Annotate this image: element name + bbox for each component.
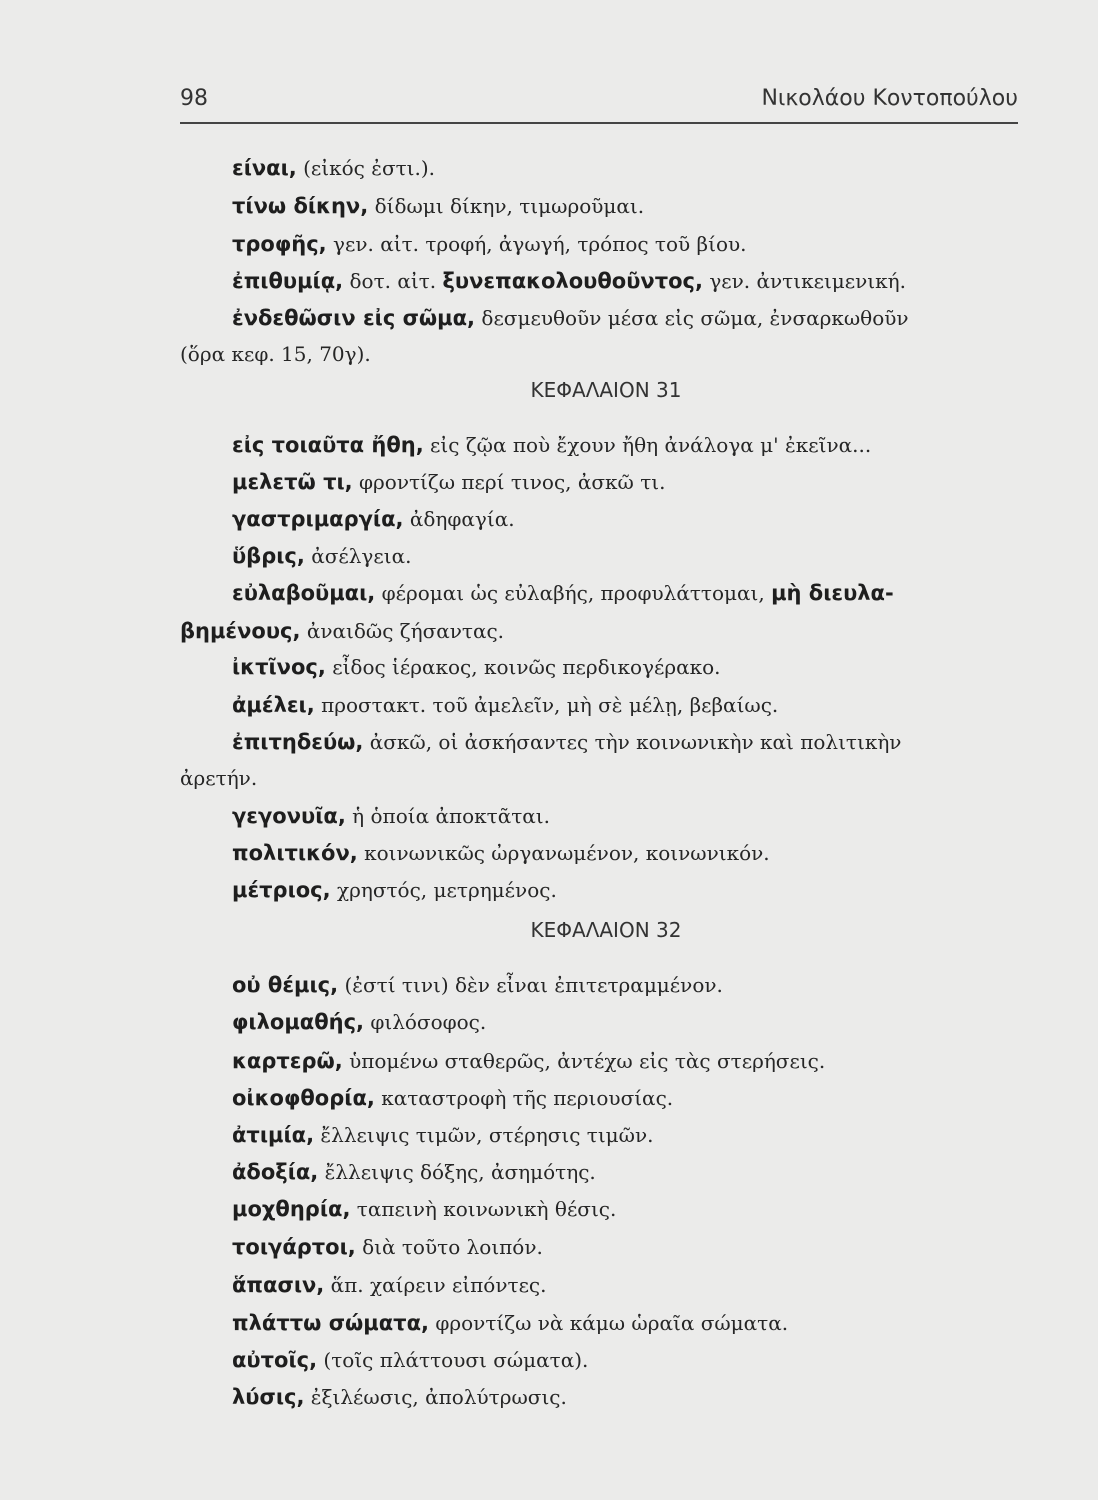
glossary-term: είναι, [232, 156, 297, 180]
glossary-definition: δοτ. αἰτ. [343, 269, 443, 293]
glossary-definition: φέρομαι ὡς εὐλαβής, προφυλάττομαι, [375, 581, 772, 605]
glossary-definition: ἅπ. χαίρειν εἰπόντες. [324, 1273, 547, 1297]
glossary-definition: ἀρετήν. [180, 766, 258, 790]
glossary-definition: εἰς ζῷα ποὺ ἔχουν ἤθη ἀνάλογα μ' ἐκεῖνα... [423, 433, 872, 457]
glossary-term: ἐπιτηδεύω, [232, 730, 364, 754]
glossary-line [232, 1383, 567, 1411]
glossary-line [232, 1271, 547, 1299]
chapter-heading-text: ΚΕΦΑΛΑΙΟΝ 32 [530, 918, 682, 942]
glossary-line [232, 1233, 543, 1261]
glossary-definition: εἶδος ἱέρακος, κοινῶς περδικογέρακο. [325, 655, 721, 679]
glossary-definition: γεν. αἰτ. τροφή, ἀγωγή, τρόπος τοῦ βίου. [326, 232, 747, 256]
glossary-term: φιλομαθής, [232, 1010, 365, 1034]
glossary-term: βημένους, [180, 619, 301, 643]
glossary-definition: ἀδηφαγία. [403, 507, 515, 531]
glossary-term: οἰκοφθορία, [232, 1086, 375, 1110]
glossary-definition: ἀσέλγεια. [304, 544, 412, 568]
glossary-definition: ὑπομένω σταθερῶς, ἀντέχω εἰς τὰς στερήσεις. [342, 1049, 826, 1073]
glossary-definition: ἔλλειψις δόξης, ἀσημότης. [318, 1160, 596, 1184]
glossary-line [232, 1121, 653, 1149]
glossary-definition: γεν. ἀντικειμενική. [702, 269, 906, 293]
glossary-term: μελετῶ τι, [232, 470, 353, 494]
glossary-line [232, 267, 906, 295]
glossary-term: πολιτικόν, [232, 841, 358, 865]
glossary-line [232, 876, 557, 904]
glossary-term: ἅπασιν, [232, 1273, 325, 1297]
glossary-term: ἐνδεθῶσιν εἰς σῶμα, [232, 306, 476, 330]
glossary-definition: κοινωνικῶς ὠργανωμένον, κοινωνικόν. [357, 841, 770, 865]
running-title: Νικολάου Κοντοπούλου [761, 86, 1018, 111]
glossary-definition: (ὅρα κεφ. 15, 70γ). [180, 342, 371, 366]
glossary-line [180, 764, 257, 792]
glossary-line [232, 468, 665, 496]
glossary-term: τίνω δίκην, [232, 194, 369, 218]
glossary-line [232, 542, 411, 570]
header-rule [180, 122, 1018, 124]
glossary-term: αὐτοῖς, [232, 1348, 318, 1372]
glossary-definition: ἀσκῶ, οἱ ἀσκήσαντες τὴν κοινωνικὴν καὶ πολιτικὴν [363, 730, 902, 754]
glossary-definition: διὰ τοῦτο λοιπόν. [355, 1235, 543, 1259]
glossary-term: γαστριμαργία, [232, 507, 404, 531]
glossary-definition: φροντίζω νὰ κάμω ὡραῖα σώματα. [429, 1311, 789, 1335]
glossary-definition: (τοῖς πλάττουσι σώματα). [317, 1348, 589, 1372]
glossary-term: γεγονυῖα, [232, 804, 346, 828]
glossary-term: εἰς τοιαῦτα ἤθη, [232, 433, 424, 457]
glossary-term: μέτριος, [232, 878, 331, 902]
glossary-term: λύσις, [232, 1385, 305, 1409]
glossary-line [232, 1084, 673, 1112]
glossary-term: ἀτιμία, [232, 1123, 315, 1147]
glossary-line [232, 653, 721, 681]
glossary-term: μοχθηρία, [232, 1197, 351, 1221]
glossary-line [232, 1158, 596, 1186]
glossary-definition: (ἐστί τινι) δὲν εἶναι ἐπιτετραμμένον. [338, 973, 723, 997]
glossary-line [232, 230, 747, 258]
glossary-definition: ἐξιλέωσις, ἀπολύτρωσις. [304, 1385, 567, 1409]
glossary-term: ὕβρις, [232, 544, 305, 568]
glossary-line [232, 431, 871, 459]
glossary-line [180, 340, 371, 368]
glossary-line [232, 154, 435, 182]
glossary-term: πλάττω σώματα, [232, 1311, 429, 1335]
glossary-definition: προστακτ. τοῦ ἀμελεῖν, μὴ σὲ μέλῃ, βεβαίως. [314, 693, 779, 717]
glossary-definition: φιλόσοφος. [364, 1010, 487, 1034]
glossary-line [232, 802, 550, 830]
glossary-term: οὐ θέμις, [232, 973, 339, 997]
glossary-definition: ταπεινὴ κοινωνικὴ θέσις. [350, 1197, 617, 1221]
glossary-term: τροφῆς, [232, 232, 327, 256]
glossary-line [232, 1047, 825, 1075]
glossary-line [232, 505, 515, 533]
glossary-term: καρτερῶ, [232, 1049, 343, 1073]
glossary-term: εὐλαβοῦμαι, [232, 581, 376, 605]
glossary-line [180, 617, 504, 645]
glossary-definition: δεσμευθοῦν μέσα εἰς σῶμα, ἐνσαρκωθοῦν [475, 306, 909, 330]
glossary-definition: (εἰκός ἐστι.). [296, 156, 436, 180]
glossary-definition: ἀναιδῶς ζήσαντας. [300, 619, 505, 643]
glossary-term: ἀμέλει, [232, 693, 315, 717]
chapter-heading [0, 918, 1098, 942]
glossary-line [232, 1346, 588, 1374]
glossary-definition: χρηστός, μετρημένος. [330, 878, 557, 902]
page-number: 98 [180, 86, 208, 111]
glossary-line [232, 304, 909, 332]
glossary-line [232, 839, 770, 867]
glossary-definition: δίδωμι δίκην, τιμωροῦμαι. [368, 194, 645, 218]
chapter-heading [0, 378, 1098, 402]
glossary-term: ἐπιθυμίᾳ, [232, 269, 344, 293]
glossary-line [232, 1195, 616, 1223]
glossary-line [232, 579, 894, 607]
glossary-line [232, 691, 778, 719]
page-header [180, 86, 1018, 116]
glossary-line [232, 1008, 486, 1036]
glossary-definition: ἡ ὁποία ἀποκτᾶται. [345, 804, 550, 828]
glossary-definition: ἔλλειψις τιμῶν, στέρησις τιμῶν. [314, 1123, 654, 1147]
glossary-term: τοιγάρτοι, [232, 1235, 356, 1259]
glossary-definition: φροντίζω περί τινος, ἀσκῶ τι. [352, 470, 666, 494]
glossary-definition: καταστροφὴ τῆς περιουσίας. [374, 1086, 674, 1110]
glossary-term: ἀδοξία, [232, 1160, 319, 1184]
glossary-line [232, 1309, 788, 1337]
glossary-term: ξυνεπακολουθοῦντος, [442, 269, 703, 293]
glossary-term: ἰκτῖνος, [232, 655, 326, 679]
glossary-term: μὴ διευλα- [771, 581, 894, 605]
chapter-heading-text: ΚΕΦΑΛΑΙΟΝ 31 [530, 378, 682, 402]
glossary-line [232, 728, 901, 756]
glossary-line [232, 192, 644, 220]
glossary-line [232, 971, 723, 999]
